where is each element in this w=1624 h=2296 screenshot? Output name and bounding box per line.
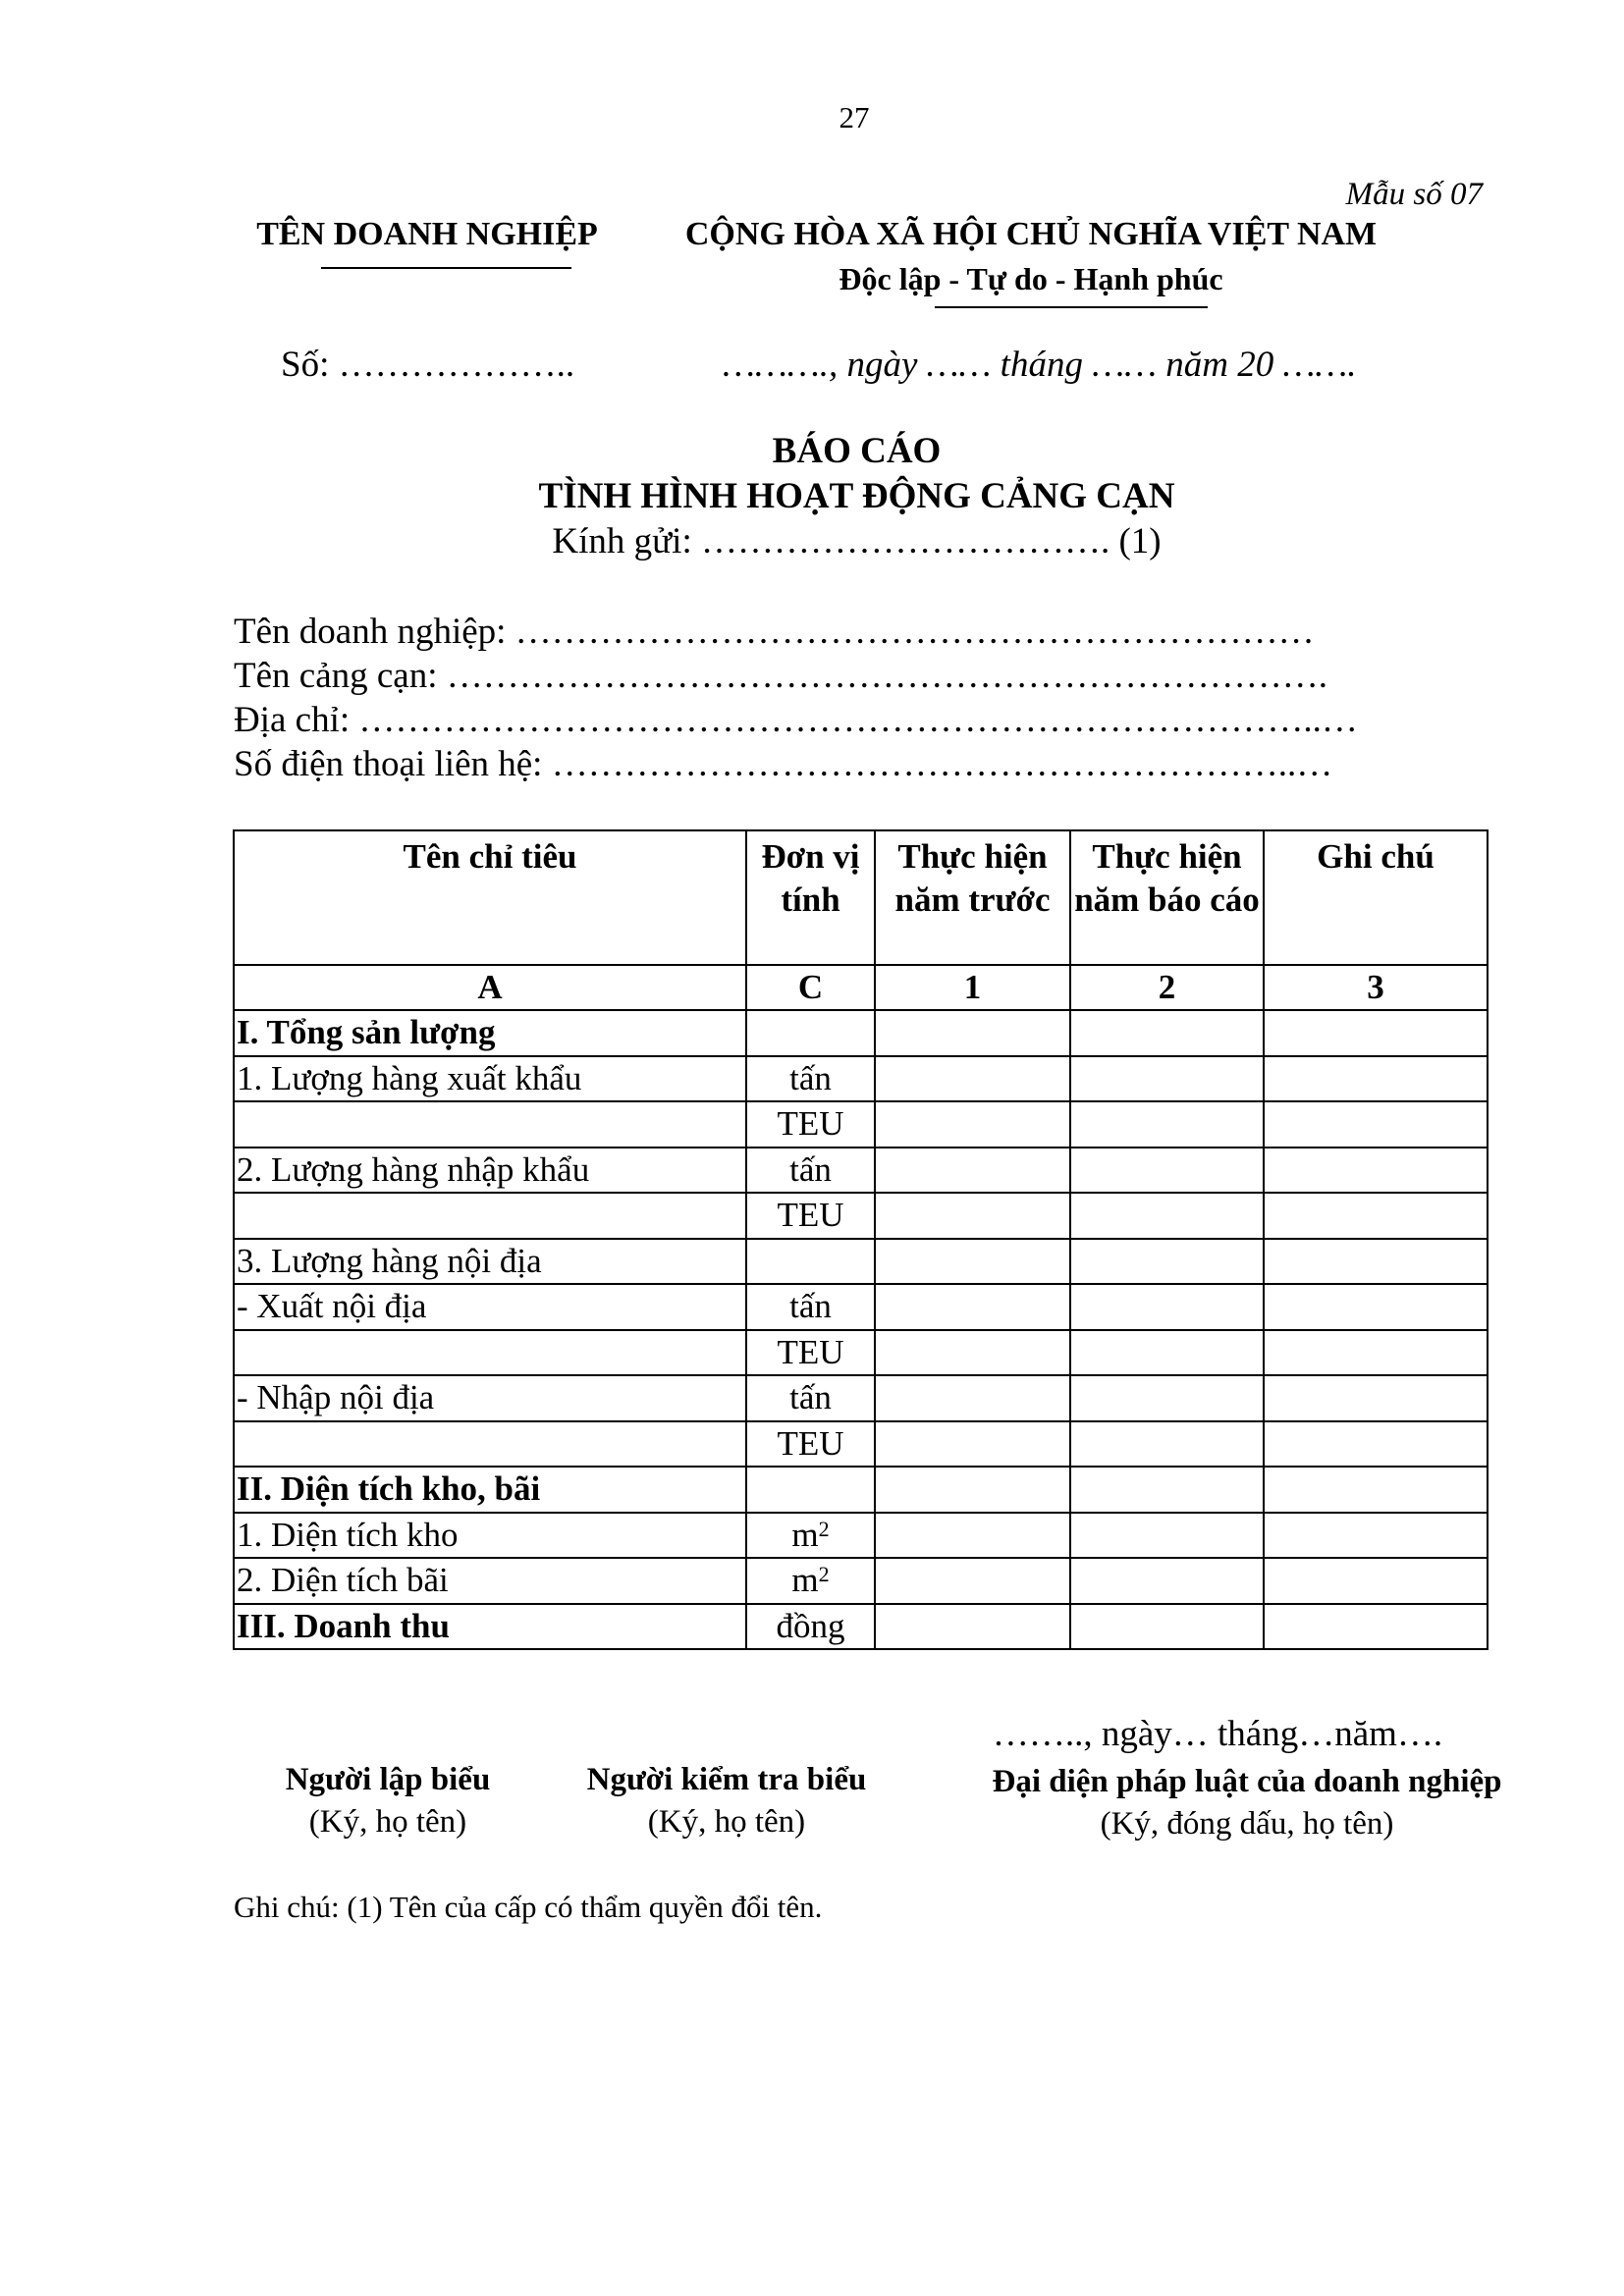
column-index: 2 <box>1070 965 1264 1010</box>
row-note-cell <box>1264 1330 1488 1376</box>
row-unit-superscript: 2 <box>818 1516 830 1541</box>
row-prev-year-cell <box>875 1239 1070 1285</box>
row-unit <box>746 1010 875 1056</box>
row-note-cell <box>1264 1375 1488 1421</box>
row-prev-year-cell <box>875 1101 1070 1148</box>
row-indicator-name: 1. Diện tích kho <box>234 1513 746 1559</box>
row-unit <box>746 1101 875 1148</box>
row-unit <box>746 1375 875 1421</box>
header-prev-year: Thực hiện năm trước <box>875 830 1070 965</box>
row-unit-text: đồng <box>776 1606 845 1645</box>
table-row <box>234 1148 1488 1194</box>
row-report-year-cell <box>1070 1010 1264 1056</box>
row-prev-year-cell <box>875 1467 1070 1513</box>
row-note-cell <box>1264 1513 1488 1559</box>
table-row <box>234 1558 1488 1604</box>
row-report-year-cell <box>1070 1239 1264 1285</box>
row-report-year-cell <box>1070 1375 1264 1421</box>
row-unit-text: tấn <box>789 1058 832 1097</box>
row-indicator-name: 3. Lượng hàng nội địa <box>234 1239 746 1285</box>
table-row <box>234 1421 1488 1468</box>
row-note-cell <box>1264 1010 1488 1056</box>
row-note-cell <box>1264 1239 1488 1285</box>
header-name: Tên chỉ tiêu <box>234 830 746 965</box>
column-index: 3 <box>1264 965 1488 1010</box>
row-unit <box>746 1239 875 1285</box>
column-index: 1 <box>875 965 1070 1010</box>
table-row <box>234 1375 1488 1421</box>
checker-role: Người kiểm tra biểu <box>586 1762 867 1797</box>
table-row <box>234 1284 1488 1330</box>
row-unit-text: TEU <box>777 1104 844 1144</box>
row-unit <box>746 1513 875 1559</box>
place-date: ………., ngày …… tháng …… năm 20 ……. <box>723 345 1357 385</box>
recipient-line: Kính gửi: ……………………………. (1) <box>552 521 1162 561</box>
row-prev-year-cell <box>875 1604 1070 1650</box>
page-number: 27 <box>839 100 870 134</box>
header-unit: Đơn vị tính <box>746 830 875 965</box>
row-report-year-cell <box>1070 1513 1264 1559</box>
row-report-year-cell <box>1070 1604 1264 1650</box>
motto: Độc lập - Tự do - Hạnh phúc <box>839 261 1223 296</box>
row-unit <box>746 1148 875 1194</box>
legal-representative-note: (Ký, đóng dấu, họ tên) <box>1100 1806 1394 1842</box>
column-index: C <box>746 965 875 1010</box>
header-report-year: Thực hiện năm báo cáo <box>1070 830 1264 965</box>
row-prev-year-cell <box>875 1148 1070 1194</box>
table-body <box>234 1010 1488 1649</box>
row-prev-year-cell <box>875 1421 1070 1468</box>
row-report-year-cell <box>1070 1421 1264 1468</box>
checker-note: (Ký, họ tên) <box>647 1804 806 1840</box>
row-report-year-cell <box>1070 1101 1264 1148</box>
row-indicator-name: III. Doanh thu <box>234 1604 746 1650</box>
nation-heading: CỘNG HÒA XÃ HỘI CHỦ NGHĨA VIỆT NAM <box>684 216 1378 252</box>
row-unit-text: tấn <box>789 1378 832 1417</box>
info-address-line: Địa chỉ: ……………………………………………………………………..… <box>234 700 1358 740</box>
column-index: A <box>234 965 746 1010</box>
row-unit <box>746 1467 875 1513</box>
table-row <box>234 1010 1488 1056</box>
row-indicator-name <box>234 1421 746 1468</box>
row-indicator-name: 1. Lượng hàng xuất khẩu <box>234 1056 746 1102</box>
row-prev-year-cell <box>875 1010 1070 1056</box>
row-unit-text: tấn <box>789 1149 832 1189</box>
row-note-cell <box>1264 1056 1488 1102</box>
row-indicator-name: I. Tổng sản lượng <box>234 1010 746 1056</box>
row-note-cell <box>1264 1558 1488 1604</box>
row-indicator-name: II. Diện tích kho, bãi <box>234 1467 746 1513</box>
row-indicator-name <box>234 1101 746 1148</box>
report-title: BÁO CÁO <box>772 431 942 471</box>
row-indicator-name: - Xuất nội địa <box>234 1284 746 1330</box>
row-report-year-cell <box>1070 1558 1264 1604</box>
row-note-cell <box>1264 1148 1488 1194</box>
legal-representative-role: Đại diện pháp luật của doanh nghiệp <box>992 1764 1502 1799</box>
row-unit <box>746 1558 875 1604</box>
row-unit <box>746 1056 875 1102</box>
row-unit-text: TEU <box>777 1423 844 1463</box>
table-row <box>234 1330 1488 1376</box>
company-name: TÊN DOANH NGHIỆP <box>256 216 598 252</box>
row-prev-year-cell <box>875 1513 1070 1559</box>
row-note-cell <box>1264 1101 1488 1148</box>
table-row <box>234 1239 1488 1285</box>
table-row <box>234 1101 1488 1148</box>
info-port-line: Tên cảng cạn: ………………………………………………………………. <box>234 656 1327 696</box>
row-prev-year-cell <box>875 1193 1070 1239</box>
table-row <box>234 1056 1488 1102</box>
info-company-line: Tên doanh nghiệp: ………………………………………………………… <box>234 612 1315 652</box>
row-unit-text: m <box>791 1561 819 1600</box>
row-report-year-cell <box>1070 1148 1264 1194</box>
preparer-note: (Ký, họ tên) <box>308 1804 467 1840</box>
row-report-year-cell <box>1070 1056 1264 1102</box>
table-row <box>234 1513 1488 1559</box>
row-indicator-name <box>234 1193 746 1239</box>
row-prev-year-cell <box>875 1284 1070 1330</box>
column-index-row <box>234 965 1488 1010</box>
report-table <box>233 829 1489 1650</box>
row-indicator-name: 2. Lượng hàng nhập khẩu <box>234 1148 746 1194</box>
row-unit <box>746 1193 875 1239</box>
row-unit-superscript: 2 <box>818 1562 830 1587</box>
row-unit <box>746 1330 875 1376</box>
preparer-role: Người lập biểu <box>285 1762 491 1797</box>
row-unit <box>746 1421 875 1468</box>
table-header-row <box>234 830 1488 965</box>
row-unit <box>746 1284 875 1330</box>
row-note-cell <box>1264 1284 1488 1330</box>
header-note: Ghi chú <box>1264 830 1488 965</box>
row-unit-text: tấn <box>789 1287 832 1326</box>
row-unit <box>746 1604 875 1650</box>
table-row <box>234 1604 1488 1650</box>
document-number: Số: ……………….. <box>281 345 575 385</box>
row-note-cell <box>1264 1421 1488 1468</box>
row-note-cell <box>1264 1193 1488 1239</box>
row-report-year-cell <box>1070 1193 1264 1239</box>
report-subtitle: TÌNH HÌNH HOẠT ĐỘNG CẢNG CẠN <box>538 476 1175 516</box>
company-underline <box>321 267 571 269</box>
footnote: Ghi chú: (1) Tên của cấp có thẩm quyền đổi tên. <box>234 1890 823 1924</box>
row-report-year-cell <box>1070 1330 1264 1376</box>
row-prev-year-cell <box>875 1558 1070 1604</box>
row-unit-text: TEU <box>777 1196 844 1235</box>
row-prev-year-cell <box>875 1330 1070 1376</box>
row-note-cell <box>1264 1467 1488 1513</box>
motto-underline <box>935 306 1208 308</box>
row-unit-text: m <box>791 1515 819 1554</box>
table-row <box>234 1467 1488 1513</box>
row-report-year-cell <box>1070 1284 1264 1330</box>
row-prev-year-cell <box>875 1375 1070 1421</box>
row-prev-year-cell <box>875 1056 1070 1102</box>
info-phone-line: Số điện thoại liên hệ: ……………………………………………………..… <box>234 744 1333 784</box>
row-note-cell <box>1264 1604 1488 1650</box>
signature-date: …….., ngày… tháng…năm…. <box>992 1714 1443 1754</box>
table-row <box>234 1193 1488 1239</box>
row-indicator-name <box>234 1330 746 1376</box>
row-report-year-cell <box>1070 1467 1264 1513</box>
row-indicator-name: - Nhập nội địa <box>234 1375 746 1421</box>
form-code: Mẫu số 07 <box>1345 177 1483 212</box>
row-indicator-name: 2. Diện tích bãi <box>234 1558 746 1604</box>
row-unit-text: TEU <box>777 1332 844 1371</box>
